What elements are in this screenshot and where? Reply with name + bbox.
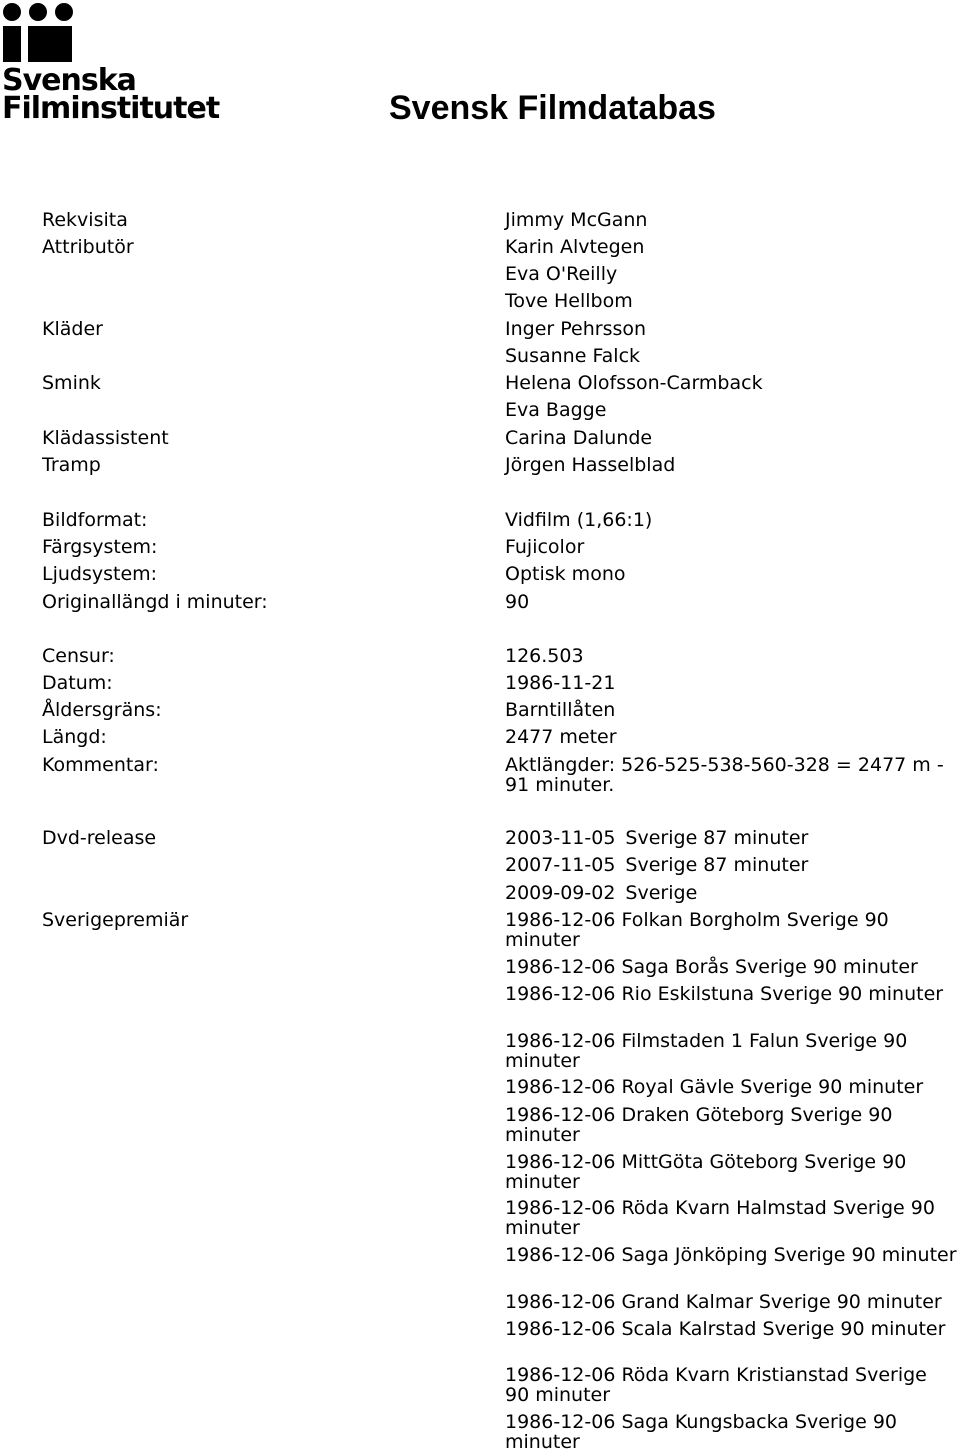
crew-role: Kläder — [42, 318, 103, 340]
crew-role: Attributör — [42, 236, 134, 258]
premiere-item: 1986-12-06 Saga Jönköping Sverige 90 minuter — [505, 1244, 957, 1266]
censor-value: 2477 meter — [505, 726, 617, 748]
censor-label: Åldersgräns: — [42, 699, 162, 721]
premiere-item: 1986-12-06 Grand Kalmar Sverige 90 minuter — [505, 1291, 942, 1313]
dvd-date: 2009-09-02 — [505, 882, 616, 904]
censor-label: Kommentar: — [42, 754, 159, 776]
tech-value: Optisk mono — [505, 563, 626, 585]
crew-name: Tove Hellbom — [505, 290, 633, 312]
crew-role: Tramp — [42, 454, 101, 476]
crew-name: Eva Bagge — [505, 399, 607, 421]
tech-label: Färgsystem: — [42, 536, 158, 558]
dvd-info: Sverige 87 minuter — [625, 827, 809, 849]
censor-label: Datum: — [42, 672, 113, 694]
tech-value: 90 — [505, 591, 530, 613]
tech-value: Fujicolor — [505, 536, 585, 558]
premiere-item: 1986-12-06 Draken Göteborg Sverige 90 minuter — [505, 1104, 893, 1146]
logo-line-2: Filminstitutet — [2, 91, 220, 126]
tech-value: Vidfilm (1,66:1) — [505, 509, 653, 531]
crew-name: Susanne Falck — [505, 345, 641, 367]
censor-value: 1986-11-21 — [505, 672, 616, 694]
premiere-item: 1986-12-06 Saga Borås Sverige 90 minuter — [505, 956, 918, 978]
dvd-label: Dvd-release — [42, 827, 157, 849]
premiere-item: 1986-12-06 Rio Eskilstuna Sverige 90 minuter — [505, 983, 944, 1005]
crew-role: Smink — [42, 372, 101, 394]
svenska-filminstitutet-logo — [0, 0, 220, 130]
page-title: Svensk Filmdatabas — [389, 89, 716, 127]
crew-name: Jimmy McGann — [505, 209, 648, 231]
premiere-item: 1986-12-06 Röda Kvarn Halmstad Sverige 90 minuter — [505, 1197, 935, 1239]
crew-name: Carina Dalunde — [505, 427, 653, 449]
censor-label: Längd: — [42, 726, 107, 748]
premiere-item: 1986-12-06 Royal Gävle Sverige 90 minuter — [505, 1076, 924, 1098]
premiere-label: Sverigepremiär — [42, 909, 189, 931]
dvd-date: 2007-11-05 — [505, 854, 616, 876]
crew-name: Inger Pehrsson — [505, 318, 647, 340]
premiere-item: 1986-12-06 Röda Kvarn Kristianstad Sverige 90 minuter — [505, 1364, 927, 1406]
crew-name: Karin Alvtegen — [505, 236, 645, 258]
censor-value: Barntillåten — [505, 699, 616, 721]
dvd-date: 2003-11-05 — [505, 827, 616, 849]
crew-role: Klädassistent — [42, 427, 169, 449]
tech-label: Originallängd i minuter: — [42, 591, 268, 613]
logo-line-1: Svenska — [2, 63, 136, 98]
dvd-release-item — [505, 883, 697, 903]
premiere-item: 1986-12-06 Folkan Borgholm Sverige 90 minuter — [505, 909, 889, 951]
crew-role: Rekvisita — [42, 209, 128, 231]
censor-comment: Aktlängder: 526-525-538-560-328 = 2477 m - 91 minuter. — [505, 754, 944, 796]
censor-value: 126.503 — [505, 645, 584, 667]
logo-mark-icon — [2, 2, 82, 64]
dvd-info: Sverige 87 minuter — [625, 854, 809, 876]
dvd-release-item — [505, 828, 808, 848]
crew-name: Jörgen Hasselblad — [505, 454, 676, 476]
dvd-info: Sverige — [625, 882, 698, 904]
premiere-item: 1986-12-06 Saga Kungsbacka Sverige 90 minuter — [505, 1411, 898, 1453]
censor-label: Censur: — [42, 645, 115, 667]
crew-name: Helena Olofsson-Carmback — [505, 372, 763, 394]
premiere-item: 1986-12-06 Filmstaden 1 Falun Sverige 90 minuter — [505, 1030, 908, 1072]
tech-label: Bildformat: — [42, 509, 148, 531]
premiere-item: 1986-12-06 MittGöta Göteborg Sverige 90 minuter — [505, 1151, 907, 1193]
dvd-release-item — [505, 855, 808, 875]
crew-name: Eva O'Reilly — [505, 263, 618, 285]
premiere-item: 1986-12-06 Scala Kalrstad Sverige 90 minuter — [505, 1318, 946, 1340]
tech-label: Ljudsystem: — [42, 563, 158, 585]
